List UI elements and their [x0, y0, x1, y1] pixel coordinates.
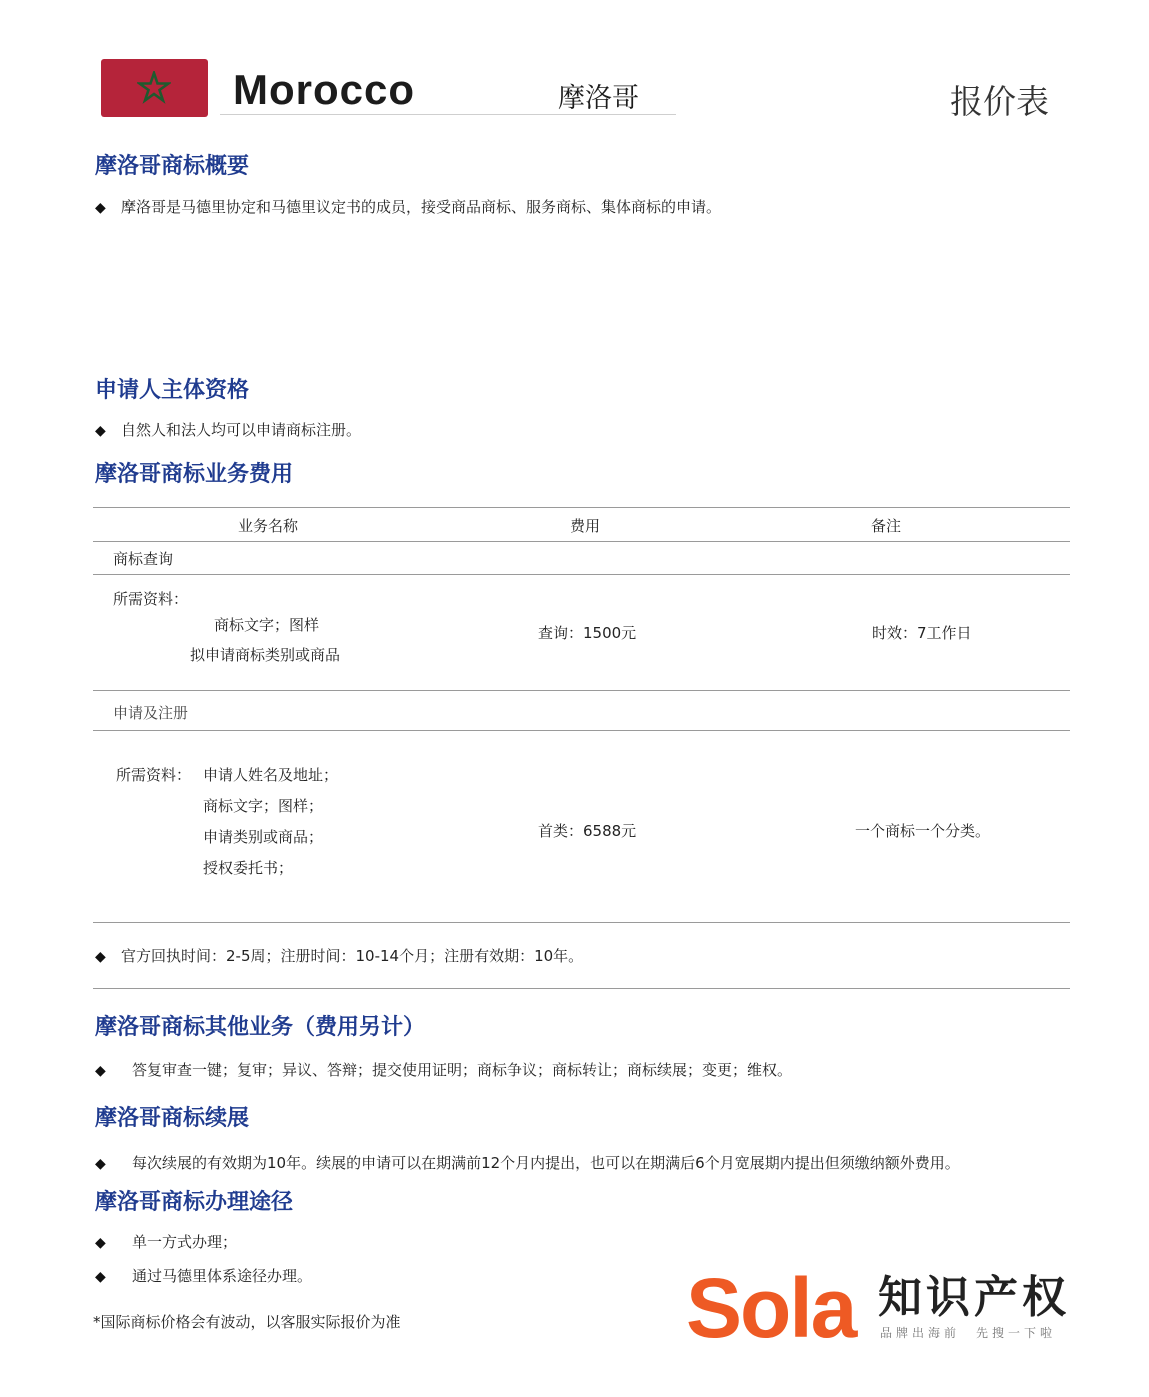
- diamond-bullet-icon: ◆: [95, 1156, 106, 1172]
- diamond-bullet-icon: ◆: [95, 1063, 106, 1079]
- list-item: ◆ 摩洛哥是马德里协定和马德里议定书的成员，接受商品商标、服务商标、集体商标的申请。: [95, 198, 722, 216]
- price-disclaimer: *国际商标价格会有波动，以客服实际报价为准: [93, 1313, 401, 1331]
- table-divider: [93, 507, 1070, 508]
- country-name-en: Morocco: [233, 66, 416, 113]
- material-item: 申请类别或商品；: [203, 828, 324, 846]
- list-item: ◆ 单一方式办理；: [95, 1233, 238, 1251]
- section-title-fees: 摩洛哥商标业务费用: [95, 462, 294, 487]
- section-title-routes: 摩洛哥商标办理途径: [95, 1190, 294, 1215]
- brand-slogan: 品牌出海前 先搜一下啦: [880, 1326, 1057, 1340]
- remark-search: 时效：7工作日: [872, 624, 972, 642]
- flag-star-icon: [137, 71, 171, 105]
- table-divider: [93, 574, 1070, 575]
- materials-label: 所需资料：: [116, 766, 192, 784]
- service-name-registration: 申请及注册: [113, 704, 189, 722]
- table-divider: [93, 541, 1070, 542]
- material-item: 申请人姓名及地址；: [203, 766, 339, 784]
- diamond-bullet-icon: ◆: [95, 1269, 106, 1285]
- country-name-cn: 摩洛哥: [558, 83, 639, 114]
- materials-label: 所需资料：: [113, 590, 189, 608]
- section-title-other: 摩洛哥商标其他业务（费用另计）: [95, 1015, 426, 1040]
- list-item: ◆ 答复审查一键；复审；异议、答辩；提交使用证明；商标争议；商标转让；商标续展；变更；维权。: [95, 1061, 793, 1079]
- fee-search: 查询：1500元: [538, 624, 637, 642]
- list-item: ◆ 每次续展的有效期为10年。续展的申请可以在期满前12个月内提出，也可以在期满后6个月宽展期内提出但须缴纳额外费用。: [95, 1154, 960, 1172]
- table-divider: [93, 690, 1070, 691]
- document-type: 报价表: [950, 82, 1049, 121]
- list-item: ◆ 通过马德里体系途径办理。: [95, 1267, 313, 1285]
- timeline-note: ◆ 官方回执时间：2-5周；注册时间：10-14个月；注册有效期：10年。: [95, 947, 584, 965]
- list-item: ◆ 自然人和法人均可以申请商标注册。: [95, 421, 362, 439]
- table-header-remark: 备注: [871, 517, 902, 535]
- section-divider: [93, 988, 1070, 989]
- diamond-bullet-icon: ◆: [95, 423, 106, 439]
- diamond-bullet-icon: ◆: [95, 200, 106, 216]
- section-title-eligibility: 申请人主体资格: [95, 378, 250, 403]
- table-header-name: 业务名称: [238, 517, 299, 535]
- table-header-fee: 费用: [570, 517, 601, 535]
- brand-name-cn: 知识产权: [878, 1272, 1070, 1323]
- service-name-search: 商标查询: [113, 550, 174, 568]
- section-title-overview: 摩洛哥商标概要: [95, 154, 250, 179]
- material-item: 拟申请商标类别或商品: [190, 646, 341, 664]
- sola-logo: Sola: [686, 1261, 856, 1355]
- material-item: 授权委托书；: [203, 859, 294, 877]
- material-item: 商标文字；图样: [214, 616, 320, 634]
- title-underline: [220, 114, 676, 115]
- diamond-bullet-icon: ◆: [95, 1235, 106, 1251]
- fee-registration: 首类：6588元: [538, 822, 637, 840]
- table-divider: [93, 922, 1070, 923]
- material-item: 商标文字；图样；: [203, 797, 324, 815]
- section-title-renewal: 摩洛哥商标续展: [95, 1106, 250, 1131]
- morocco-flag-icon: [101, 59, 208, 117]
- remark-registration: 一个商标一个分类。: [855, 822, 991, 840]
- diamond-bullet-icon: ◆: [95, 949, 106, 965]
- table-divider: [93, 730, 1070, 731]
